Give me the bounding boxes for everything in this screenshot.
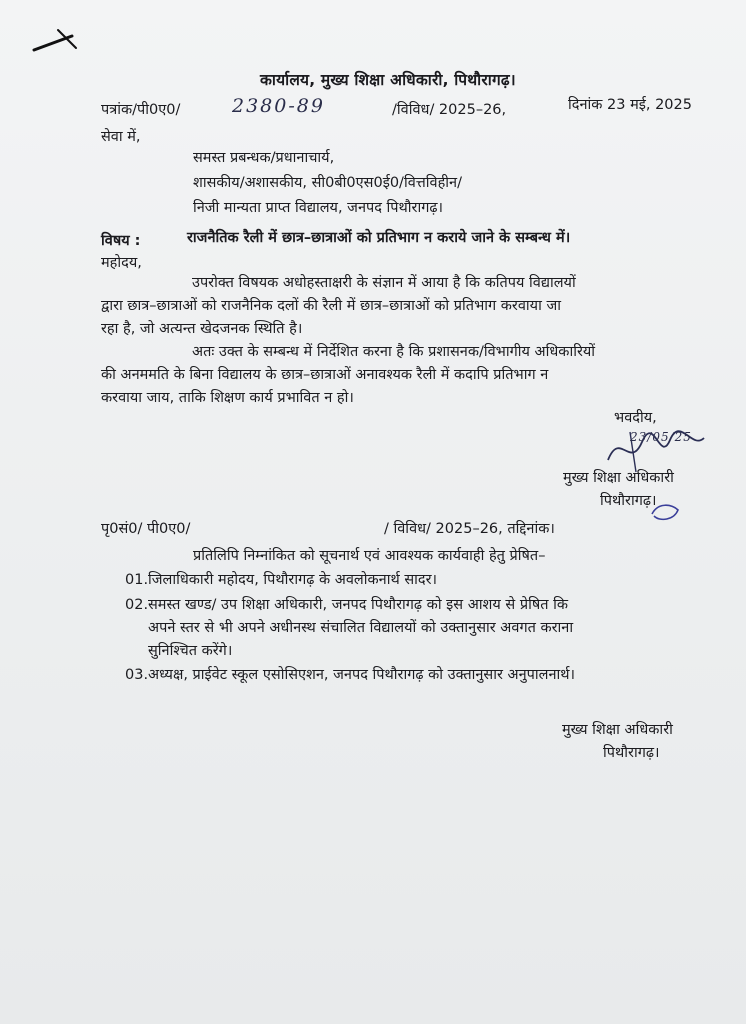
signatory-title: मुख्य शिक्षा अधिकारी (563, 470, 674, 486)
copy-line: अपने स्तर से भी अपने अधीनस्थ संचालित विद्यालयों को उक्तानुसार अवगत कराना (148, 620, 574, 636)
paragraph-line: अतः उक्त के सम्बन्ध में निर्देशित करना है कि प्रशासनक/विभागीय अधिकारियों (192, 344, 596, 360)
pen-mark-decoration (28, 28, 88, 58)
paragraph-line: रहा है, जो अत्यन्त खेदजनक स्थिति है। (101, 321, 303, 337)
signatory-place: पिथौरागढ़। (600, 493, 657, 509)
letter-date: दिनांक 23 मई, 2025 (568, 97, 692, 113)
paragraph-line: की अनममति के बिना विद्यालय के छात्र–छात्राओं अनावश्यक रैली में कदापि प्रतिभाग न (101, 367, 549, 383)
ref-number-handwritten: 2380-89 (232, 95, 325, 117)
paragraph-line: द्वारा छात्र–छात्राओं को राजनैनिक दलों की रैली में छात्र–छात्राओं को प्रतिभाग करवाया जा (101, 298, 561, 314)
copy-ref: पृ0सं0/ पी0ए0/ (101, 521, 191, 537)
recipient-line: निजी मान्यता प्राप्त विद्यालय, जनपद पिथौरागढ़। (193, 200, 444, 216)
recipient-line: शासकीय/अशासकीय, सी0बी0एस0ई0/वित्तविहीन/ (193, 175, 462, 191)
paragraph-line: उपरोक्त विषयक अधोहस्ताक्षरी के संज्ञान में आया है कि कतिपय विद्यालयों (192, 275, 576, 291)
copy-number: 02. (125, 597, 149, 613)
copy-ref-suffix: / विविध/ 2025–26, तद्दिनांक। (384, 521, 555, 537)
copy-intro: प्रतिलिपि निम्नांकित को सूचनार्थ एवं आवश्यक कार्यवाही हेतु प्रेषित– (193, 548, 546, 564)
salutation: महोदय, (101, 255, 142, 271)
copy-number: 03. (125, 667, 149, 683)
office-header: कार्यालय, मुख्य शिक्षा अधिकारी, पिथौरागढ़। (260, 71, 516, 89)
ref-prefix: पत्रांक/पी0ए0/ (101, 102, 181, 118)
copy-line: जिलाधिकारी महोदय, पिथौरागढ़ के अवलोकनार्थ सादर। (148, 572, 438, 588)
copy-line: समस्त खण्ड/ उप शिक्षा अधिकारी, जनपद पिथौरागढ़ को इस आशय से प्रेषित कि (148, 597, 568, 613)
initial-stamp-mark (648, 500, 684, 524)
copy-line: सुनिश्चित करेंगे। (148, 643, 233, 659)
to-label: सेवा में, (101, 129, 141, 145)
recipient-line: समस्त प्रबन्धक/प्रधानाचार्य, (193, 150, 335, 166)
footer-signatory-title: मुख्य शिक्षा अधिकारी (562, 722, 673, 738)
ref-suffix: /विविध/ 2025–26, (392, 102, 507, 118)
footer-signatory-place: पिथौरागढ़। (603, 745, 660, 761)
paragraph-line: करवाया जाय, ताकि शिक्षण कार्य प्रभावित न हो। (101, 390, 354, 406)
closing: भवदीय, (614, 410, 657, 426)
signature-date-handwritten: 23/05/25 (630, 430, 692, 444)
subject-text: राजनैतिक रैली में छात्र–छात्राओं को प्रतिभाग न कराये जाने के सम्बन्ध में। (187, 230, 571, 246)
copy-line: अध्यक्ष, प्राईवेट स्कूल एसोसिएशन, जनपद पिथौरागढ़ को उक्तानुसार अनुपालनार्थ। (148, 667, 576, 683)
copy-number: 01. (125, 572, 149, 588)
subject-label: विषय : (101, 233, 141, 249)
